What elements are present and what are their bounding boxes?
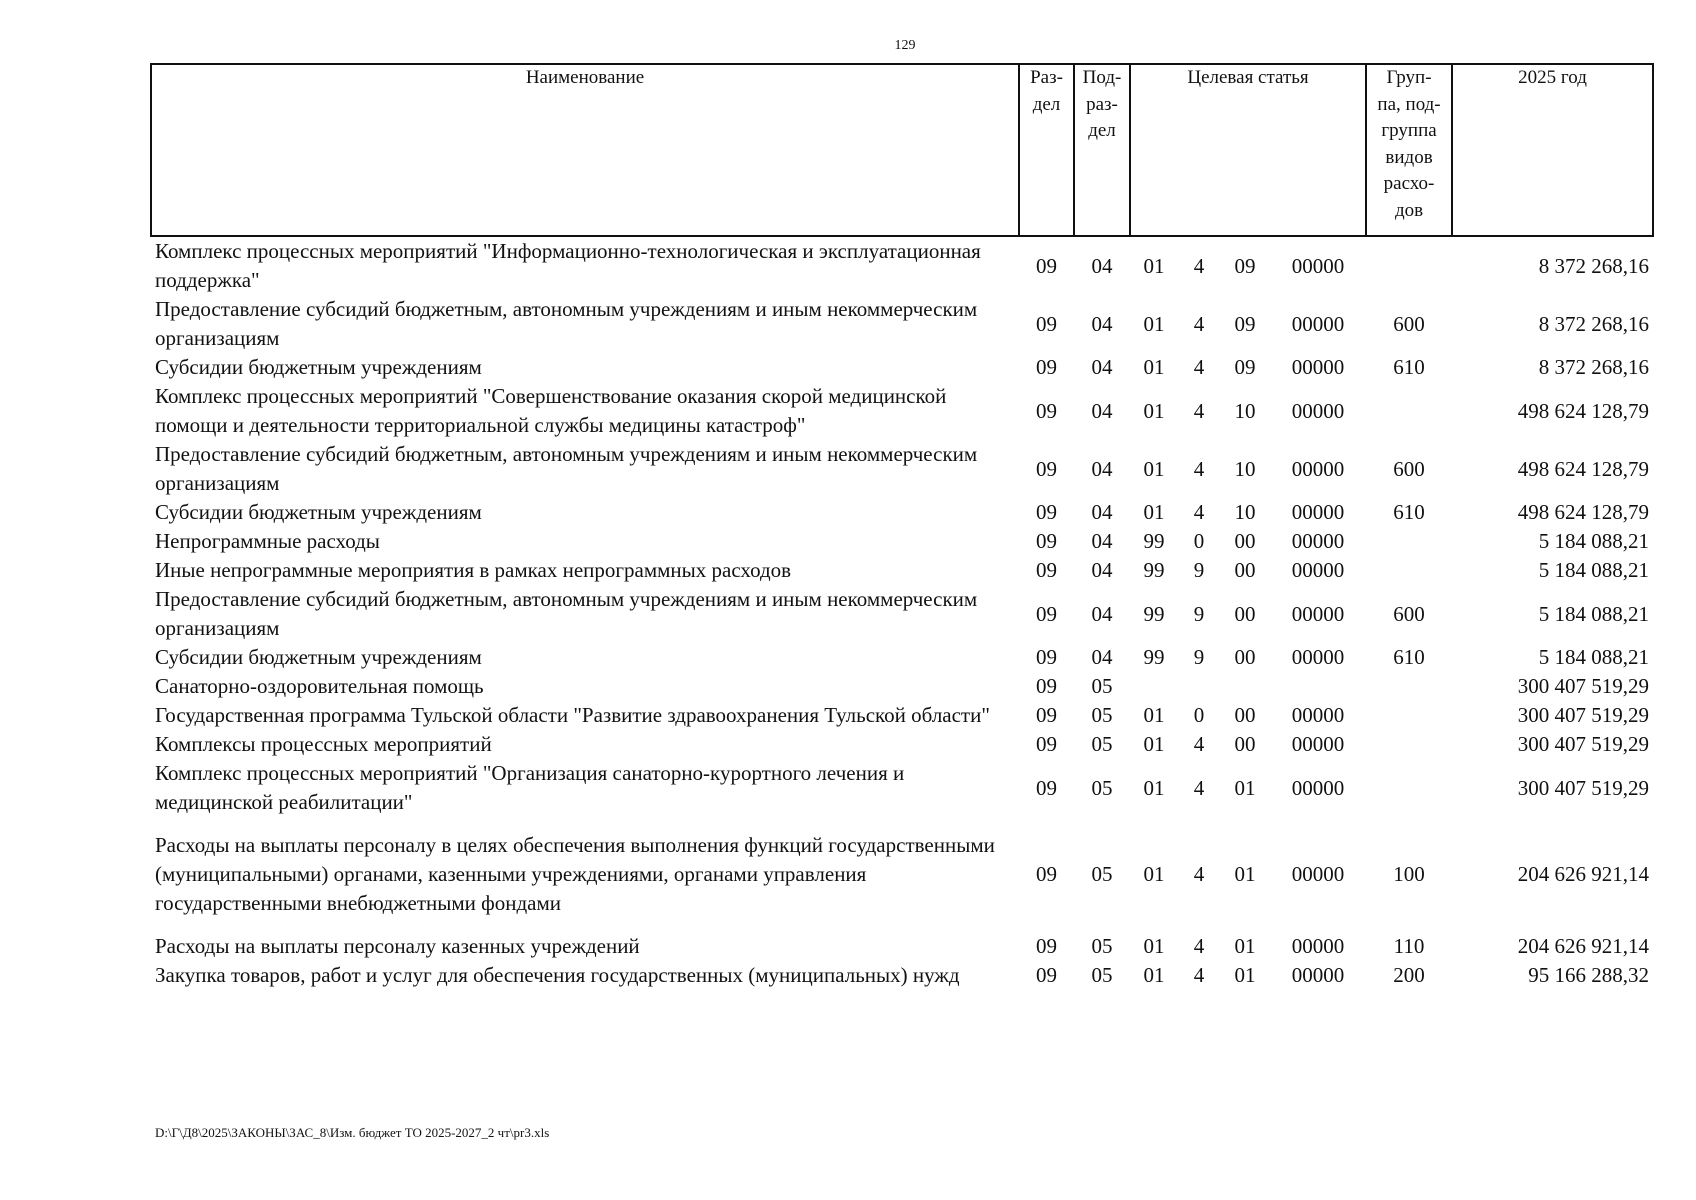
- row-target-type: 4: [1193, 253, 1205, 278]
- row-target-item: 01: [1234, 862, 1256, 886]
- table-row: [151, 527, 1653, 556]
- row-expense-group: [1366, 701, 1452, 730]
- table-row: [151, 961, 1653, 990]
- row-podrazdel: 05: [1091, 862, 1113, 886]
- row-target-program: 01: [1143, 500, 1165, 524]
- table-row: [151, 382, 1653, 440]
- row-target-code: 00000: [1291, 775, 1345, 800]
- row-target-program: [1130, 672, 1178, 701]
- row-amount: 300 407 519,29: [1517, 703, 1650, 727]
- row-target-item: 00: [1234, 601, 1256, 626]
- row-target-program: 99: [1143, 645, 1165, 669]
- row-name: Санаторно-оздоровительная помощь: [155, 674, 484, 698]
- row-amount: 300 407 519,29: [1517, 775, 1650, 800]
- row-amount: 204 626 921,14: [1517, 862, 1650, 886]
- file-path-footer: D:\Г\Д8\2025\ЗАКОНЫ\ЗАС_8\Изм. бюджет ТО 2025-2027_2 чт\pr3.xls: [155, 1125, 550, 1140]
- row-razdel: 09: [1036, 732, 1057, 756]
- row-target-program: 01: [1143, 862, 1165, 886]
- row-target-program: 01: [1143, 311, 1165, 336]
- row-podrazdel: 04: [1091, 398, 1113, 423]
- row-target-item: 09: [1234, 355, 1256, 379]
- row-target-code: 00000: [1291, 558, 1345, 582]
- row-razdel: 09: [1036, 456, 1057, 481]
- row-name: Расходы на выплаты персоналу в целях обеспечения выполнения функций государственными (муниципальными) органами, казенными учреждениями, органами управления государственными внебюджетными фондами: [155, 833, 995, 915]
- row-razdel: 09: [1036, 529, 1057, 553]
- row-target-type: 4: [1193, 732, 1205, 756]
- row-amount: 8 372 268,16: [1538, 355, 1650, 379]
- row-name: Иные непрограммные мероприятия в рамках непрограммных расходов: [155, 558, 792, 582]
- header-group-text: Груп- па, под- группа видов расхо- дов: [1377, 67, 1441, 221]
- row-podrazdel: 04: [1091, 601, 1113, 626]
- row-name: Комплекс процессных мероприятий "Организация санаторно-курортного лечения и медицинской реабилитации": [155, 761, 905, 814]
- row-razdel: 09: [1036, 558, 1057, 582]
- table-row: [151, 236, 1653, 295]
- row-target-item: 00: [1234, 703, 1256, 727]
- row-name: Расходы на выплаты персоналу казенных учреждений: [155, 934, 640, 958]
- row-razdel: 09: [1036, 934, 1057, 958]
- row-amount: 95 166 288,32: [1528, 963, 1650, 987]
- row-podrazdel: 05: [1091, 703, 1113, 727]
- row-podrazdel: 05: [1091, 674, 1113, 698]
- row-podrazdel: 04: [1091, 558, 1113, 582]
- row-amount: 498 624 128,79: [1517, 398, 1650, 423]
- row-razdel: 09: [1036, 398, 1057, 423]
- row-expense-group: 610: [1393, 645, 1425, 669]
- row-target-item: 01: [1234, 775, 1256, 800]
- row-expense-group: 200: [1393, 963, 1425, 987]
- row-expense-group: [1366, 556, 1452, 585]
- row-target-code: 00000: [1291, 963, 1345, 987]
- row-target-program: 01: [1143, 398, 1165, 423]
- row-target-code: 00000: [1291, 253, 1345, 278]
- row-podrazdel: 04: [1091, 253, 1113, 278]
- row-target-type: 4: [1193, 398, 1205, 423]
- row-name: Комплексы процессных мероприятий: [155, 732, 492, 756]
- row-expense-group: [1366, 730, 1452, 759]
- row-podrazdel: 04: [1091, 355, 1113, 379]
- row-target-program: 01: [1143, 456, 1165, 481]
- row-target-code: 00000: [1291, 645, 1345, 669]
- row-target-type: 9: [1193, 645, 1205, 669]
- row-amount: 8 372 268,16: [1538, 311, 1650, 336]
- row-target-type: 0: [1193, 703, 1205, 727]
- row-expense-group: 610: [1393, 500, 1425, 524]
- table-row: [151, 353, 1653, 382]
- row-expense-group: [1366, 527, 1452, 556]
- row-target-item: 10: [1234, 398, 1256, 423]
- table-row: [151, 932, 1653, 961]
- row-expense-group: 600: [1393, 456, 1425, 481]
- row-target-program: 01: [1143, 703, 1165, 727]
- header-razdel: [1019, 64, 1074, 236]
- row-razdel: 09: [1036, 253, 1057, 278]
- header-name: Наименование: [151, 64, 1019, 236]
- header-podrazdel: [1074, 64, 1130, 236]
- row-target-code: 00000: [1291, 934, 1345, 958]
- row-name: Комплекс процессных мероприятий "Информационно-технологическая и эксплуатационная поддержка": [155, 239, 981, 292]
- table-row: [151, 759, 1653, 817]
- row-expense-group: 100: [1393, 862, 1425, 886]
- row-target-item: 00: [1234, 558, 1256, 582]
- header-group: [1366, 64, 1452, 236]
- row-target-code: 00000: [1291, 311, 1345, 336]
- row-target-program: 99: [1143, 558, 1165, 582]
- row-podrazdel: 04: [1091, 529, 1113, 553]
- row-razdel: 09: [1036, 963, 1057, 987]
- table-row: [151, 701, 1653, 730]
- row-name: Непрограммные расходы: [155, 529, 380, 553]
- row-razdel: 09: [1036, 500, 1057, 524]
- header-razdel-text: Раз- дел: [1030, 67, 1063, 115]
- row-amount: 498 624 128,79: [1517, 456, 1650, 481]
- table-row: [151, 556, 1653, 585]
- table-row: [151, 672, 1653, 701]
- row-target-code: 00000: [1291, 500, 1345, 524]
- row-target-type: 4: [1193, 456, 1205, 481]
- table-row: [151, 643, 1653, 672]
- row-name: Государственная программа Тульской области "Развитие здравоохранения Тульской области": [155, 703, 990, 727]
- row-target-item: 00: [1234, 529, 1256, 553]
- row-podrazdel: 04: [1091, 645, 1113, 669]
- row-target-code: 00000: [1291, 862, 1345, 886]
- row-target-code: 00000: [1291, 355, 1345, 379]
- row-target-type: 4: [1193, 355, 1205, 379]
- row-target-item: 09: [1234, 253, 1256, 278]
- row-podrazdel: 05: [1091, 775, 1113, 800]
- table-row: [151, 585, 1653, 643]
- row-amount: 5 184 088,21: [1538, 558, 1650, 582]
- row-target-type: [1178, 672, 1220, 701]
- row-amount: 300 407 519,29: [1517, 674, 1650, 698]
- row-target-type: 4: [1193, 934, 1205, 958]
- row-target-item: 01: [1234, 934, 1256, 958]
- row-target-code: 00000: [1291, 732, 1345, 756]
- row-razdel: 09: [1036, 601, 1057, 626]
- table-row: [151, 730, 1653, 759]
- row-name: Субсидии бюджетным учреждениям: [155, 355, 482, 379]
- row-podrazdel: 05: [1091, 732, 1113, 756]
- row-target-program: 01: [1143, 732, 1165, 756]
- row-expense-group: [1366, 759, 1452, 817]
- row-target-type: 4: [1193, 500, 1205, 524]
- row-razdel: 09: [1036, 703, 1057, 727]
- row-name: Субсидии бюджетным учреждениям: [155, 500, 482, 524]
- row-razdel: 09: [1036, 674, 1057, 698]
- row-podrazdel: 05: [1091, 934, 1113, 958]
- row-target-type: 0: [1193, 529, 1205, 553]
- row-target-item: 10: [1234, 456, 1256, 481]
- row-amount: 204 626 921,14: [1517, 934, 1650, 958]
- row-razdel: 09: [1036, 775, 1057, 800]
- row-expense-group: [1366, 382, 1452, 440]
- row-razdel: 09: [1036, 311, 1057, 336]
- row-target-item: 01: [1234, 963, 1256, 987]
- row-amount: 5 184 088,21: [1538, 529, 1650, 553]
- row-target-program: 01: [1143, 934, 1165, 958]
- row-target-program: 01: [1143, 355, 1165, 379]
- row-name: Комплекс процессных мероприятий "Совершенствование оказания скорой медицинской помощи и деятельности территориальной службы медицины катастроф": [155, 384, 947, 437]
- row-target-type: 9: [1193, 601, 1205, 626]
- row-target-program: 01: [1143, 963, 1165, 987]
- page-number: 129: [894, 38, 916, 53]
- row-razdel: 09: [1036, 862, 1057, 886]
- row-razdel: 09: [1036, 355, 1057, 379]
- row-target-code: 00000: [1291, 601, 1345, 626]
- row-amount: 300 407 519,29: [1517, 732, 1650, 756]
- row-name: Закупка товаров, работ и услуг для обеспечения государственных (муниципальных) нужд: [155, 963, 960, 987]
- row-target-program: 99: [1143, 601, 1165, 626]
- row-target-code: 00000: [1291, 529, 1345, 553]
- row-amount: 5 184 088,21: [1538, 601, 1650, 626]
- table-header: [151, 64, 1653, 236]
- table-row: [151, 498, 1653, 527]
- header-podrazdel-text: Под- раз- дел: [1082, 67, 1122, 141]
- row-expense-group: [1366, 236, 1452, 295]
- row-podrazdel: 05: [1091, 963, 1113, 987]
- row-target-item: 10: [1234, 500, 1256, 524]
- row-expense-group: 600: [1393, 601, 1425, 626]
- row-amount: 498 624 128,79: [1517, 500, 1650, 524]
- row-target-item: 00: [1234, 645, 1256, 669]
- table-row: [151, 817, 1653, 932]
- row-name: Предоставление субсидий бюджетным, автономным учреждениям и иным некоммерческим организациям: [155, 587, 978, 640]
- row-target-type: 4: [1193, 862, 1205, 886]
- header-year: 2025 год: [1452, 64, 1653, 236]
- row-target-code: 00000: [1291, 456, 1345, 481]
- budget-table: [150, 63, 1654, 990]
- table-row: [151, 440, 1653, 498]
- row-podrazdel: 04: [1091, 311, 1113, 336]
- table-row: [151, 295, 1653, 353]
- row-target-code: 00000: [1291, 703, 1345, 727]
- row-target-code: 00000: [1291, 398, 1345, 423]
- row-target-item: [1220, 672, 1270, 701]
- header-target: Целевая статья: [1130, 64, 1366, 236]
- row-target-code: [1270, 672, 1366, 701]
- row-name: Предоставление субсидий бюджетным, автономным учреждениям и иным некоммерческим организациям: [155, 297, 978, 350]
- row-name: Субсидии бюджетным учреждениям: [155, 645, 482, 669]
- row-podrazdel: 04: [1091, 500, 1113, 524]
- row-target-type: 4: [1193, 311, 1205, 336]
- row-target-program: 01: [1143, 253, 1165, 278]
- row-target-item: 00: [1234, 732, 1256, 756]
- row-name: Предоставление субсидий бюджетным, автономным учреждениям и иным некоммерческим организациям: [155, 442, 978, 495]
- row-podrazdel: 04: [1091, 456, 1113, 481]
- row-target-program: 01: [1143, 775, 1165, 800]
- row-expense-group: [1366, 672, 1452, 701]
- row-expense-group: 600: [1393, 311, 1425, 336]
- row-target-item: 09: [1234, 311, 1256, 336]
- row-target-program: 99: [1143, 529, 1165, 553]
- row-target-type: 4: [1193, 775, 1205, 800]
- row-target-type: 4: [1193, 963, 1205, 987]
- row-target-type: 9: [1193, 558, 1205, 582]
- row-amount: 5 184 088,21: [1538, 645, 1650, 669]
- row-amount: 8 372 268,16: [1538, 253, 1650, 278]
- row-expense-group: 610: [1393, 355, 1425, 379]
- row-razdel: 09: [1036, 645, 1057, 669]
- row-expense-group: 110: [1393, 934, 1425, 958]
- table-body: [151, 236, 1653, 990]
